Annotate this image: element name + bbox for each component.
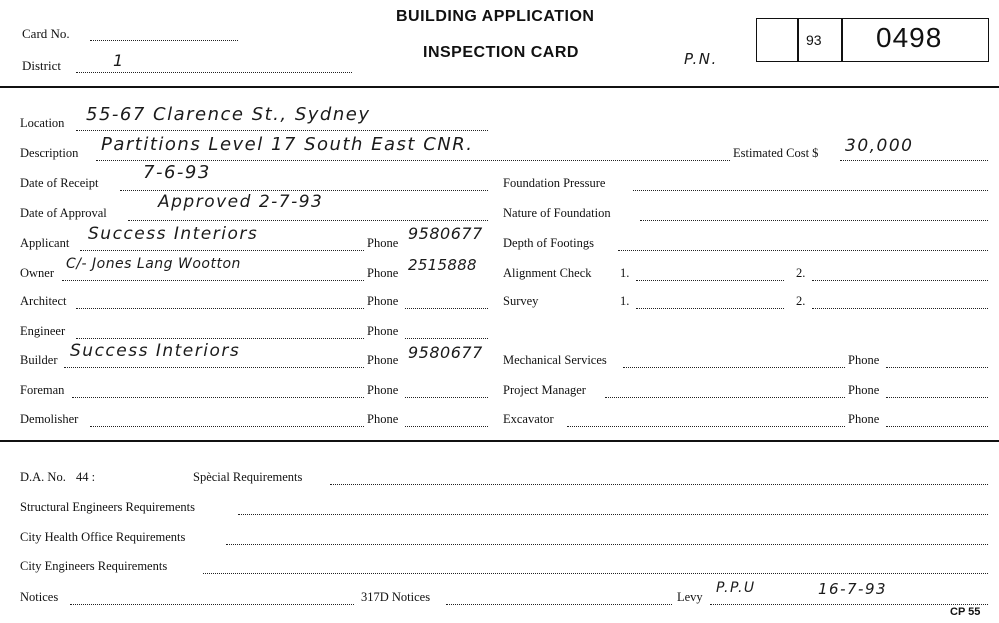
demolisher-phone-field[interactable] bbox=[405, 426, 488, 427]
excavator-label: Excavator bbox=[503, 412, 554, 426]
card-number: 0498 bbox=[876, 22, 943, 53]
applicant-field[interactable] bbox=[80, 250, 364, 251]
demolisher-field[interactable] bbox=[90, 426, 364, 427]
notices-317d-field[interactable] bbox=[446, 604, 672, 605]
owner-field[interactable] bbox=[62, 280, 364, 281]
levy-value: P.P.U bbox=[716, 580, 756, 596]
form-code: CP 55 bbox=[950, 606, 981, 618]
project-manager-phone-label: Phone bbox=[848, 383, 880, 397]
foreman-phone-label: Phone bbox=[367, 383, 399, 397]
location-field[interactable] bbox=[76, 130, 488, 131]
architect-field[interactable] bbox=[76, 308, 364, 309]
notices-317d-label: 317D Notices bbox=[361, 590, 431, 604]
survey-label: Survey bbox=[503, 294, 539, 308]
date-approval-label: Date of Approval bbox=[20, 206, 107, 220]
foreman-phone-field[interactable] bbox=[405, 397, 488, 398]
city-health-field[interactable] bbox=[226, 544, 988, 545]
applicant-label: Applicant bbox=[20, 236, 70, 250]
divider-middle bbox=[0, 440, 999, 442]
notices-field[interactable] bbox=[70, 604, 354, 605]
levy-field[interactable] bbox=[710, 604, 988, 605]
da-number-value: 44 : bbox=[76, 470, 96, 484]
mechanical-phone-field[interactable] bbox=[886, 367, 988, 368]
card-number-box bbox=[756, 18, 989, 62]
architect-phone-field[interactable] bbox=[405, 308, 488, 309]
depth-footings-field[interactable] bbox=[618, 250, 988, 251]
applicant-phone-label: Phone bbox=[367, 236, 399, 250]
engineer-phone-label: Phone bbox=[367, 324, 399, 338]
builder-phone-value: 9580677 bbox=[408, 343, 483, 362]
mechanical-services-label: Mechanical Services bbox=[503, 353, 607, 367]
pn-note: P.N. bbox=[684, 50, 718, 68]
estimated-cost-label: Estimated Cost $ bbox=[733, 146, 819, 160]
owner-label: Owner bbox=[20, 266, 55, 280]
alignment-check-1-label: 1. bbox=[620, 266, 630, 280]
notices-label: Notices bbox=[20, 590, 59, 604]
foreman-label: Foreman bbox=[20, 383, 65, 397]
applicant-phone-value: 9580677 bbox=[408, 224, 483, 243]
date-receipt-field[interactable] bbox=[120, 190, 488, 191]
project-manager-phone-field[interactable] bbox=[886, 397, 988, 398]
district-value: 1 bbox=[113, 51, 125, 70]
engineer-label: Engineer bbox=[20, 324, 66, 338]
excavator-field[interactable] bbox=[567, 426, 845, 427]
levy-date: 16-7-93 bbox=[818, 580, 888, 598]
demolisher-label: Demolisher bbox=[20, 412, 79, 426]
box-divider bbox=[797, 19, 799, 61]
location-label: Location bbox=[20, 116, 65, 130]
project-manager-label: Project Manager bbox=[503, 383, 586, 397]
city-engineers-label: City Engineers Requirements bbox=[20, 559, 168, 573]
architect-label: Architect bbox=[20, 294, 67, 308]
nature-foundation-label: Nature of Foundation bbox=[503, 206, 611, 220]
survey-1-label: 1. bbox=[620, 294, 630, 308]
engineer-field[interactable] bbox=[76, 338, 364, 339]
engineer-phone-field[interactable] bbox=[405, 338, 488, 339]
location-value: 55-67 Clarence St., Sydney bbox=[86, 104, 371, 125]
mechanical-phone-label: Phone bbox=[848, 353, 880, 367]
estimated-cost-value: 30,000 bbox=[845, 136, 914, 156]
nature-foundation-field[interactable] bbox=[640, 220, 988, 221]
date-receipt-value: 7-6-93 bbox=[143, 162, 211, 183]
survey-2-field[interactable] bbox=[812, 308, 988, 309]
foreman-field[interactable] bbox=[72, 397, 364, 398]
builder-label: Builder bbox=[20, 353, 58, 367]
alignment-check-2-field[interactable] bbox=[812, 280, 988, 281]
card-year: 93 bbox=[806, 32, 822, 48]
divider-top bbox=[0, 86, 999, 88]
builder-value: Success Interiors bbox=[70, 341, 241, 361]
survey-1-field[interactable] bbox=[636, 308, 784, 309]
special-requirements-field[interactable] bbox=[330, 484, 988, 485]
description-label: Description bbox=[20, 146, 79, 160]
special-requirements-label: Spècial Requirements bbox=[193, 470, 303, 484]
da-number-label: D.A. No. bbox=[20, 470, 66, 484]
project-manager-field[interactable] bbox=[605, 397, 845, 398]
date-approval-value: Approved 2-7-93 bbox=[158, 192, 324, 212]
excavator-phone-field[interactable] bbox=[886, 426, 988, 427]
owner-phone-label: Phone bbox=[367, 266, 399, 280]
excavator-phone-label: Phone bbox=[848, 412, 880, 426]
city-engineers-field[interactable] bbox=[203, 573, 988, 574]
description-field[interactable] bbox=[96, 160, 730, 161]
box-divider bbox=[841, 19, 843, 61]
foundation-pressure-field[interactable] bbox=[633, 190, 988, 191]
foundation-pressure-label: Foundation Pressure bbox=[503, 176, 606, 190]
depth-footings-label: Depth of Footings bbox=[503, 236, 594, 250]
estimated-cost-field[interactable] bbox=[840, 160, 988, 161]
demolisher-phone-label: Phone bbox=[367, 412, 399, 426]
owner-value: C/- Jones Lang Wootton bbox=[66, 256, 241, 272]
alignment-check-1-field[interactable] bbox=[636, 280, 784, 281]
structural-engineers-label: Structural Engineers Requirements bbox=[20, 500, 195, 514]
structural-engineers-field[interactable] bbox=[238, 514, 988, 515]
form-title-line2: INSPECTION CARD bbox=[423, 44, 579, 61]
card-no-field[interactable] bbox=[90, 40, 238, 41]
date-approval-field[interactable] bbox=[128, 220, 488, 221]
builder-phone-label: Phone bbox=[367, 353, 399, 367]
applicant-value: Success Interiors bbox=[88, 224, 259, 244]
city-health-label: City Health Office Requirements bbox=[20, 530, 186, 544]
levy-label: Levy bbox=[677, 590, 703, 604]
description-value: Partitions Level 17 South East CNR. bbox=[101, 134, 474, 155]
card-no-label: Card No. bbox=[22, 26, 70, 41]
survey-2-label: 2. bbox=[796, 294, 806, 308]
alignment-check-2-label: 2. bbox=[796, 266, 806, 280]
architect-phone-label: Phone bbox=[367, 294, 399, 308]
district-label: District bbox=[22, 58, 61, 73]
builder-field[interactable] bbox=[64, 367, 364, 368]
date-receipt-label: Date of Receipt bbox=[20, 176, 99, 190]
district-field[interactable] bbox=[76, 72, 352, 73]
owner-phone-value: 2515888 bbox=[408, 256, 477, 274]
mechanical-services-field[interactable] bbox=[623, 367, 845, 368]
alignment-check-label: Alignment Check bbox=[503, 266, 592, 280]
form-title-line1: BUILDING APPLICATION bbox=[396, 8, 595, 25]
